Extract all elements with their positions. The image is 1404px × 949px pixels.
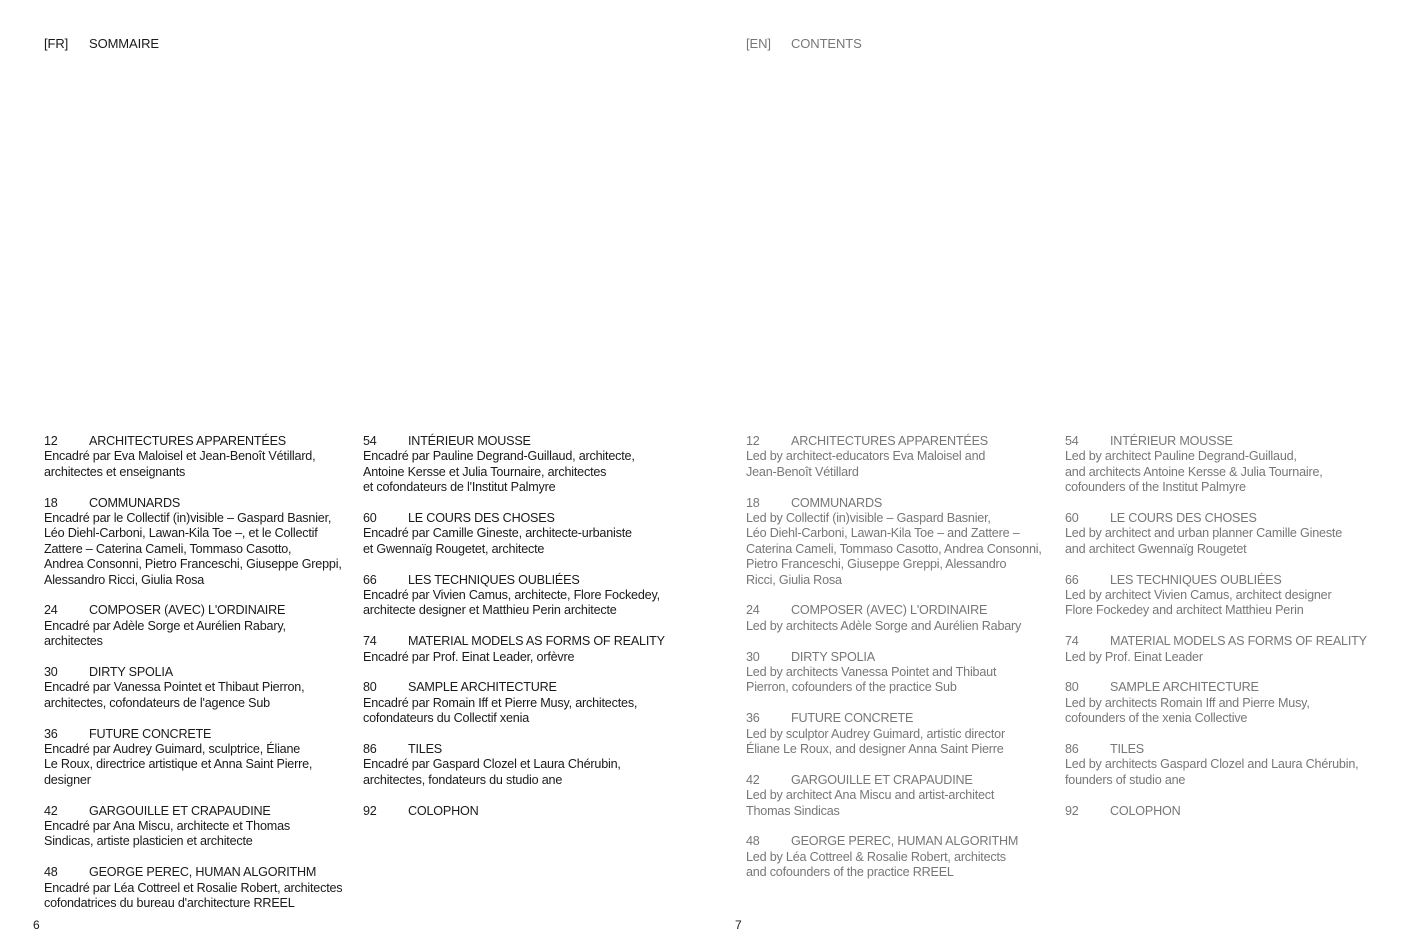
toc-entry-title: DIRTY SPOLIA xyxy=(89,665,173,680)
toc-entry xyxy=(363,511,678,557)
language-tag: [EN] xyxy=(746,36,771,51)
toc-entry-heading xyxy=(1065,804,1380,819)
toc-entry-title: FUTURE CONCRETE xyxy=(89,726,212,741)
toc-entry-title: MATERIAL MODELS AS FORMS OF REALITY xyxy=(408,634,665,649)
right-page-english xyxy=(702,0,1404,949)
toc-entry xyxy=(363,573,678,619)
toc-entry xyxy=(1065,804,1380,819)
toc-entry-page: 18 xyxy=(44,495,58,510)
toc-entry xyxy=(746,773,1061,819)
toc-entry-page: 80 xyxy=(363,680,377,695)
page-number: 6 xyxy=(33,918,40,932)
toc-entry xyxy=(44,496,359,588)
toc-entry-title: TILES xyxy=(1110,742,1144,757)
toc-entry xyxy=(746,650,1061,696)
toc-entry-heading xyxy=(363,434,678,449)
toc-entry-heading xyxy=(363,680,678,695)
toc-entry xyxy=(44,727,359,789)
toc-entry-description: Encadré par Romain Iff et Pierre Musy, architectes, cofondateurs du Collectif xenia xyxy=(363,695,638,726)
toc-entry-description: Encadré par Adèle Sorge et Aurélien Rabary, architectes xyxy=(44,618,286,649)
toc-entry xyxy=(44,603,359,649)
toc-entry-page: 66 xyxy=(363,572,377,587)
toc-entry-heading xyxy=(44,727,359,742)
toc-entry-page: 54 xyxy=(363,434,377,448)
toc-entry-title: DIRTY SPOLIA xyxy=(791,649,875,664)
toc-entry-page: 86 xyxy=(363,742,377,757)
toc-entry-heading xyxy=(746,834,1061,849)
toc-entry xyxy=(746,434,1061,480)
toc-entry-page: 42 xyxy=(746,772,760,787)
toc-entry-description: Led by architect-educators Eva Maloisel and Jean-Benoît Vétillard xyxy=(746,449,986,479)
toc-entry xyxy=(363,742,678,788)
toc-entry xyxy=(44,804,359,850)
toc-entry-heading xyxy=(363,573,678,588)
toc-entry-heading xyxy=(746,711,1061,726)
toc-entry-heading xyxy=(1065,742,1380,757)
toc-entry-description: Led by architects Vanessa Pointet and Thibaut Pierron, cofounders of the practice Sub xyxy=(746,665,997,695)
toc-entry-heading xyxy=(44,603,359,618)
toc-entry xyxy=(363,680,678,726)
toc-entry-title: LE COURS DES CHOSES xyxy=(408,511,555,526)
toc-entry-description: Encadré par Camille Gineste, architecte-urbaniste et Gwennaïg Rougetet, architecte xyxy=(363,526,632,556)
toc-entry xyxy=(746,711,1061,757)
toc-entry-heading xyxy=(363,511,678,526)
toc-entry-title: INTÉRIEUR MOUSSE xyxy=(1110,434,1233,448)
toc-entry-heading xyxy=(363,742,678,757)
toc-entry-title: FUTURE CONCRETE xyxy=(791,711,914,726)
toc-entry xyxy=(363,634,678,665)
toc-entry-heading xyxy=(746,496,1061,511)
toc-entry-heading xyxy=(44,496,359,511)
toc-entry-page: 36 xyxy=(44,726,58,741)
toc-entry-page: 92 xyxy=(1065,803,1079,818)
toc-entry-page: 24 xyxy=(44,603,58,618)
toc-entry xyxy=(1065,742,1380,788)
toc-entry xyxy=(746,603,1061,634)
toc-entry-page: 86 xyxy=(1065,742,1079,757)
toc-entry-title: LE COURS DES CHOSES xyxy=(1110,511,1257,526)
toc-entry xyxy=(1065,573,1380,619)
toc-entry-description: Encadré par le Collectif (in)visible – Gaspard Basnier, Léo Diehl-Carboni, Lawan-Kila Toe –, et le Collectif Zattere – Caterina Cameli, Tommaso Casotto, Andrea Consonni, Pietro Franceschi, Giuseppe Greppi, Alessandro Ricci, Giulia Rosa xyxy=(44,511,342,587)
toc-entry-title: COMPOSER (AVEC) L'ORDINAIRE xyxy=(89,603,286,618)
toc-entry xyxy=(44,665,359,711)
toc-entry-heading xyxy=(746,773,1061,788)
toc-entry-description: Encadré par Eva Maloisel et Jean-Benoît Vétillard, architectes et enseignants xyxy=(44,449,316,479)
toc-entry-description: Led by architect Pauline Degrand-Guillaud, and architects Antoine Kersse & Julia Tournaire, cofounders of the Institut Palmyre xyxy=(1065,449,1323,495)
toc-entry-heading xyxy=(363,804,678,819)
toc-entry-description: Led by Collectif (in)visible – Gaspard Basnier, Léo Diehl-Carboni, Lawan-Kila Toe – and Zattere – Caterina Cameli, Tommaso Casotto, Andrea Consonni, Pietro Franceschi, Giuseppe Greppi, Alessandro Ricci, Giulia Rosa xyxy=(746,511,1042,587)
page-title: SOMMAIRE xyxy=(89,36,159,51)
toc-entry-description: Led by Léa Cottreel & Rosalie Robert, architects and cofounders of the practice RREEL xyxy=(746,849,1006,880)
toc-entry-description: Led by architect Ana Miscu and artist-architect Thomas Sindicas xyxy=(746,788,995,818)
toc-entry-page: 48 xyxy=(746,834,760,849)
toc-entry-page: 12 xyxy=(746,434,760,448)
toc-entry-page: 80 xyxy=(1065,680,1079,695)
toc-entry-description: Encadré par Léa Cottreel et Rosalie Robert, architectes cofondatrices du bureau d'architecture RREEL xyxy=(44,880,343,911)
toc-entry-page: 12 xyxy=(44,434,58,448)
toc-entry-page: 18 xyxy=(746,495,760,510)
toc-entry-page: 30 xyxy=(746,649,760,664)
toc-entry xyxy=(1065,434,1380,496)
toc-entry-title: COMPOSER (AVEC) L'ORDINAIRE xyxy=(791,603,988,618)
page-number: 7 xyxy=(735,918,742,932)
toc-entry-page: 74 xyxy=(1065,634,1079,649)
toc-entry-title: SAMPLE ARCHITECTURE xyxy=(1110,680,1259,695)
toc-entry-description: Led by architect Vivien Camus, architect designer Flore Fockedey and architect Matthieu Perin xyxy=(1065,588,1332,618)
toc-entry-title: MATERIAL MODELS AS FORMS OF REALITY xyxy=(1110,634,1367,649)
toc-entry-page: 48 xyxy=(44,865,58,880)
toc-entry-title: COMMUNARDS xyxy=(89,495,181,510)
toc-entry-description: Led by Prof. Einat Leader xyxy=(1065,649,1203,664)
toc-entry-description: Encadré par Vanessa Pointet et Thibaut Pierron, architectes, cofondateurs de l'agence Sub xyxy=(44,680,305,710)
toc-entry-description: Encadré par Prof. Einat Leader, orfèvre xyxy=(363,649,575,664)
toc-entry-heading xyxy=(44,434,359,449)
toc-entry-page: 66 xyxy=(1065,572,1079,587)
toc-column-fr-2 xyxy=(363,434,678,834)
toc-entry xyxy=(44,434,359,480)
toc-entry-title: LES TECHNIQUES OUBLIÉES xyxy=(1110,572,1282,587)
toc-entry-heading xyxy=(1065,634,1380,649)
toc-entry xyxy=(363,434,678,496)
toc-entry-description: Led by architects Romain Iff and Pierre Musy, cofounders of the xenia Collective xyxy=(1065,695,1310,726)
toc-entry xyxy=(1065,680,1380,726)
toc-entry-heading xyxy=(1065,680,1380,695)
toc-entry-title: GARGOUILLE ET CRAPAUDINE xyxy=(791,772,973,787)
toc-entry xyxy=(746,834,1061,880)
toc-entry-description: Encadré par Ana Miscu, architecte et Thomas Sindicas, artiste plasticien et architecte xyxy=(44,819,290,849)
toc-entry-title: SAMPLE ARCHITECTURE xyxy=(408,680,557,695)
toc-entry-title: INTÉRIEUR MOUSSE xyxy=(408,434,531,448)
toc-entry-page: 74 xyxy=(363,634,377,649)
toc-entry-heading xyxy=(1065,434,1380,449)
toc-entry-description: Encadré par Pauline Degrand-Guillaud, architecte, Antoine Kersse et Julia Tournaire, architectes et cofondateurs de l'Institut Palmyre xyxy=(363,449,635,495)
toc-column-en-2 xyxy=(1065,434,1380,834)
toc-entry-page: 24 xyxy=(746,603,760,618)
toc-entry-description: Led by sculptor Audrey Guimard, artistic director Éliane Le Roux, and designer Anna Saint Pierre xyxy=(746,726,1005,757)
toc-entry-page: 30 xyxy=(44,665,58,680)
toc-entry-title: LES TECHNIQUES OUBLIÉES xyxy=(408,572,580,587)
toc-entry-title: ARCHITECTURES APPARENTÉES xyxy=(791,434,989,448)
language-tag: [FR] xyxy=(44,36,69,51)
toc-entry xyxy=(1065,634,1380,665)
toc-column-en-1 xyxy=(746,434,1061,896)
page-title: CONTENTS xyxy=(791,36,862,51)
toc-entry-heading xyxy=(1065,511,1380,526)
page-header-fr xyxy=(44,36,159,51)
toc-entry-page: 92 xyxy=(363,803,377,818)
toc-entry-description: Led by architect and urban planner Camille Gineste and architect Gwennaïg Rougetet xyxy=(1065,526,1343,556)
toc-entry-title: GEORGE PEREC, HUMAN ALGORITHM xyxy=(89,865,317,880)
toc-entry xyxy=(363,804,678,819)
toc-entry-heading xyxy=(746,434,1061,449)
toc-entry-description: Encadré par Gaspard Clozel et Laura Chérubin, architectes, fondateurs du studio ane xyxy=(363,757,621,787)
toc-entry-heading xyxy=(44,804,359,819)
toc-entry-title: GEORGE PEREC, HUMAN ALGORITHM xyxy=(791,834,1019,849)
toc-entry-title: GARGOUILLE ET CRAPAUDINE xyxy=(89,803,271,818)
toc-entry-title: ARCHITECTURES APPARENTÉES xyxy=(89,434,287,448)
toc-entry-title: COLOPHON xyxy=(408,803,479,818)
toc-entry-description: Encadré par Vivien Camus, architecte, Flore Fockedey, architecte designer et Matthieu Perin architecte xyxy=(363,588,660,618)
toc-entry-page: 60 xyxy=(363,511,377,526)
toc-entry-description: Led by architects Gaspard Clozel and Laura Chérubin, founders of studio ane xyxy=(1065,757,1359,787)
toc-entry-description: Encadré par Audrey Guimard, sculptrice, Éliane Le Roux, directrice artistique et Anna Saint Pierre, designer xyxy=(44,742,313,787)
toc-entry-heading xyxy=(44,865,359,880)
toc-entry-heading xyxy=(44,665,359,680)
toc-entry-page: 54 xyxy=(1065,434,1079,448)
toc-entry xyxy=(1065,511,1380,557)
toc-entry xyxy=(44,865,359,911)
toc-entry-page: 42 xyxy=(44,803,58,818)
toc-entry-title: COMMUNARDS xyxy=(791,495,883,510)
toc-column-fr-1 xyxy=(44,434,359,927)
toc-entry-title: COLOPHON xyxy=(1110,803,1181,818)
toc-entry-heading xyxy=(363,634,678,649)
toc-entry xyxy=(746,496,1061,588)
toc-entry-page: 36 xyxy=(746,711,760,726)
toc-entry-title: TILES xyxy=(408,742,442,757)
toc-entry-description: Led by architects Adèle Sorge and Aurélien Rabary xyxy=(746,618,1022,633)
toc-entry-heading xyxy=(1065,573,1380,588)
toc-entry-heading xyxy=(746,650,1061,665)
page-header-en xyxy=(746,36,862,51)
toc-entry-page: 60 xyxy=(1065,511,1079,526)
toc-entry-heading xyxy=(746,603,1061,618)
